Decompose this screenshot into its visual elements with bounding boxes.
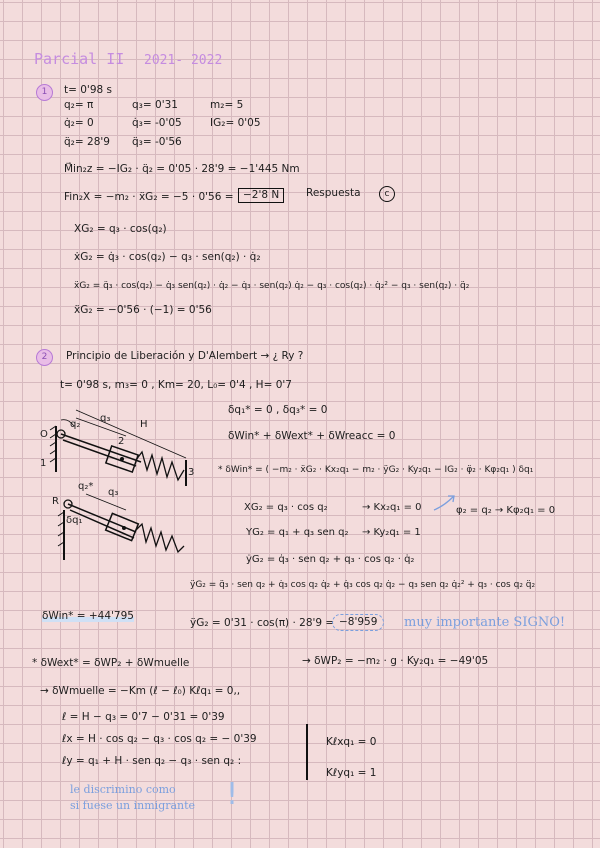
ky2q1-value: → Ky₂q₁ = 1 — [362, 527, 421, 538]
label-r: R — [52, 496, 59, 507]
inertia-moment-eq: M⃗in₂z = −IG₂ · q̈₂ = 0'05 · 28'9 = −1'445 Nm — [64, 163, 300, 175]
pointer-arrow-icon — [432, 494, 456, 512]
phi2-definition: φ₂ = q₂ → Kφ₂q₁ = 0 — [456, 505, 556, 516]
page-title: Parcial II — [34, 50, 125, 68]
problem-2-number: 2 — [36, 349, 53, 366]
important-note: muy importante SIGNO! — [404, 615, 566, 630]
given-q3-ddot: q̈₃= -0'56 — [132, 136, 182, 148]
external-work-eq: * δWext* = δWP₂ + δWmuelle — [32, 657, 190, 669]
side-note-line-1: le discrimino como — [70, 783, 176, 796]
given-m2: m₂= 5 — [210, 99, 244, 111]
given-q3: q₃= 0'31 — [132, 99, 178, 111]
yg2-acceleration: ÿG₂ = q̈₃ · sen q₂ + q̇₃ cos q₂ q̇₂ + q̇₃ cos q₂ q̇₂ − q₃ sen q₂ q̇₂² + q₃ · cos q₂ q̈₂ — [190, 580, 536, 590]
answer-option: c — [379, 186, 395, 202]
problem-1-number: 1 — [36, 84, 53, 101]
kin-velocity: ẋG₂ = q̇₃ · cos(q₂) − q₃ · sen(q₂) · q̇₂ — [74, 251, 261, 263]
given-q2-ddot: q̈₂= 28'9 — [64, 136, 110, 148]
xg2-definition: XG₂ = q₃ · cos q₂ — [244, 502, 328, 513]
inertial-work-result-text: δWin* = +44'795 — [42, 610, 134, 622]
problem-2-params: t= 0'98 s, m₃= 0 , Km= 20, L₀= 0'4 , H= 0'7 — [60, 379, 292, 391]
answer-label: Respuesta — [306, 187, 361, 199]
time-value: t= 0'98 s — [64, 84, 112, 96]
spring-length-eq: ℓ = H − q₃ = 0'7 − 0'31 = 0'39 — [62, 711, 225, 723]
yg2-result: −8'959 — [332, 614, 384, 631]
label-3: 3 — [188, 467, 195, 478]
given-q3-dot: q̇₃= -0'05 — [132, 117, 182, 129]
label-h: H — [140, 419, 148, 430]
inertial-virtual-work-eq: * δWin* = ( −m₂ · ẍG₂ · Kx₂q₁ − m₂ · ÿG₂ · Ky₂q₁ − IG₂ · φ̈₂ · Kφ₂q₁ ) δq₁ — [218, 465, 534, 475]
kin-acceleration-value: ẍG₂ = −0'56 · (−1) = 0'56 — [74, 304, 212, 316]
label-o: O — [40, 429, 48, 440]
label-q3-bottom: q₃ — [108, 487, 119, 498]
label-1: 1 — [40, 458, 47, 469]
inertial-work-result — [42, 611, 134, 622]
spring-lx-eq: ℓx = H · cos q₂ − q₃ · cos q₂ = − 0'39 — [62, 733, 257, 745]
virtual-constraints: δq₁* = 0 , δq₃* = 0 — [228, 404, 328, 416]
problem-2-heading: Principio de Liberación y D'Alembert → ¿ Ry ? — [66, 350, 304, 362]
label-2: 2 — [118, 436, 125, 447]
given-q2-dot: q̇₂= 0 — [64, 117, 94, 129]
spring-ly-eq: ℓy = q₁ + H · sen q₂ − q₃ · sen q₂ : — [62, 755, 242, 767]
kin-position: XG₂ = q₃ · cos(q₂) — [74, 223, 167, 235]
weight-work-eq: → δWP₂ = −m₂ · g · Ky₂q₁ = −49'05 — [302, 655, 489, 667]
inertia-force-eq: Fin₂X = −m₂ · ẍG₂ = −5 · 0'56 = — [64, 191, 234, 203]
yg2-value-eq: ÿG₂ = 0'31 · cos(π) · 28'9 = — [190, 617, 335, 629]
label-q3: q₃ — [100, 413, 111, 424]
separator-line — [306, 724, 308, 780]
yg2-velocity: ẏG₂ = q̇₃ · sen q₂ + q₃ · cos q₂ · q̇₂ — [246, 554, 415, 565]
klx-coefficient: Kℓxq₁ = 0 — [326, 736, 377, 748]
virtual-work-sum: δWin* + δWext* + δWreacc = 0 — [228, 430, 396, 442]
spring-work-eq: → δWmuelle = −Km (ℓ − ℓ₀) Kℓq₁ = 0,, — [40, 685, 241, 697]
course-year: 2021- 2022 — [144, 53, 223, 68]
kly-coefficient: Kℓyq₁ = 1 — [326, 767, 377, 779]
label-q2: q₂ — [70, 419, 81, 430]
inertia-force-result: −2'8 N — [238, 188, 284, 203]
given-ig2: IG₂= 0'05 — [210, 117, 261, 129]
kx2q1-value: → Kx₂q₁ = 0 — [362, 502, 422, 513]
given-q2: q₂= π — [64, 99, 94, 111]
mechanism-diagram-1 — [36, 400, 236, 490]
label-dq1: δq₁ — [66, 515, 83, 526]
label-q2-star: q₂* — [78, 481, 94, 492]
yg2-definition: YG₂ = q₁ + q₃ sen q₂ — [246, 527, 349, 538]
kin-acceleration: ẍG₂ = q̈₃ · cos(q₂) − q̇₃ sen(q₂) · q̇₂ − q̇₃ · sen(q₂) q̇₂ − q₃ · cos(q₂) · q̇₂² − q₃ · sen(q₂) · q̈₂ — [74, 281, 470, 291]
exclamation-mark: ! — [226, 777, 239, 812]
side-note-line-2: si fuese un inmigrante — [70, 799, 196, 812]
